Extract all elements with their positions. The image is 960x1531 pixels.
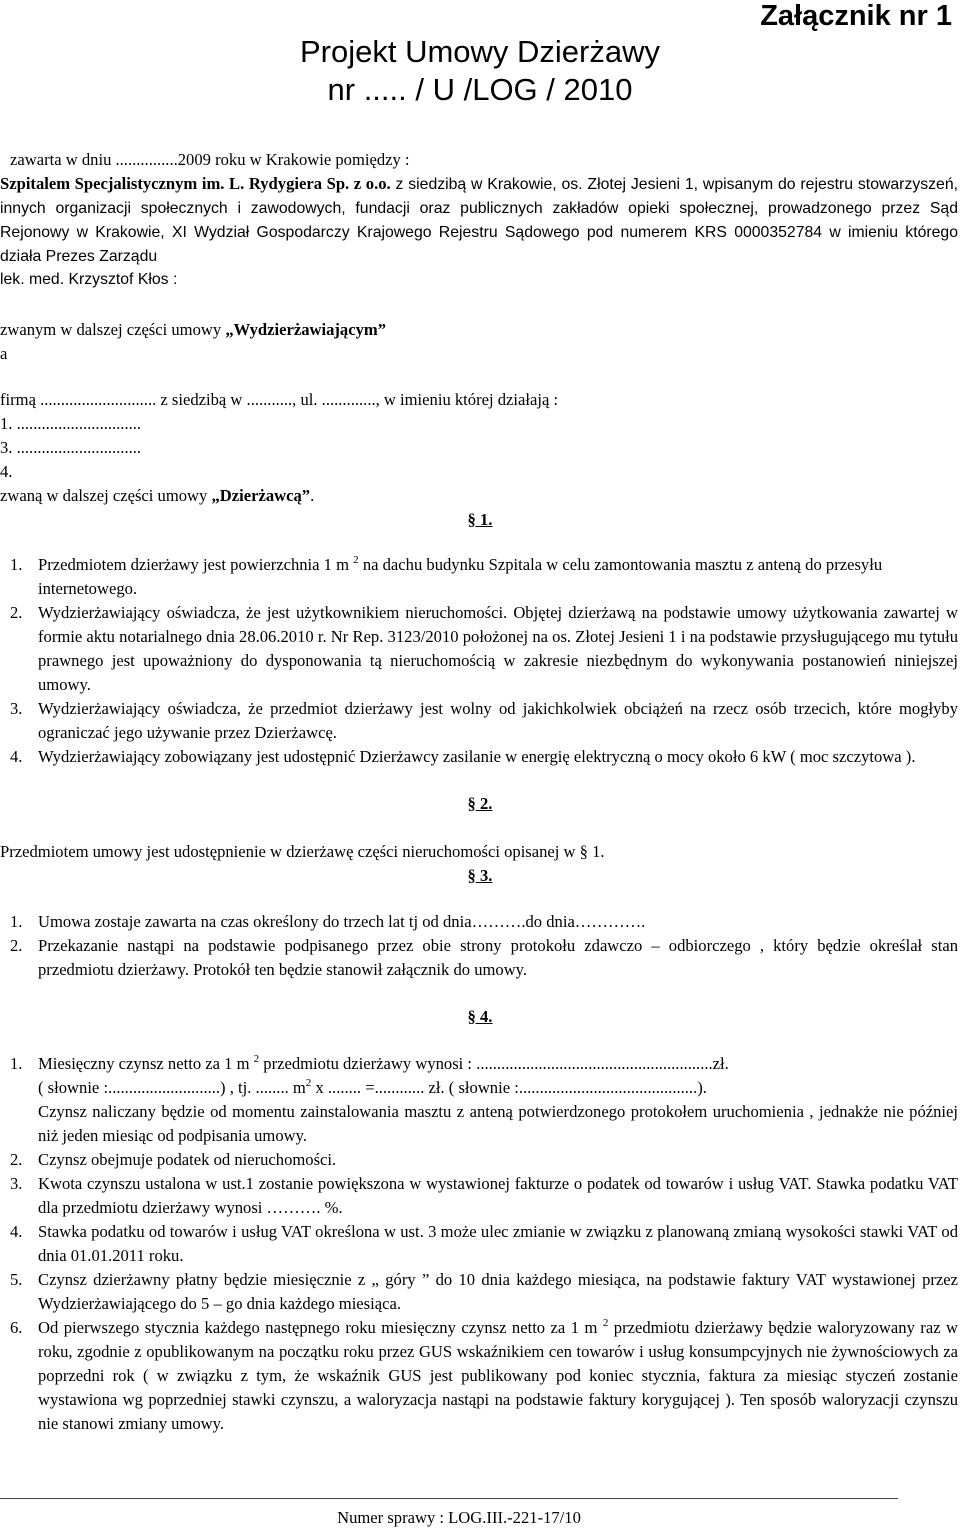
sec4-item-1-number: 1. bbox=[10, 1054, 23, 1073]
section-4-heading: § 4. bbox=[467, 1007, 493, 1026]
sec1-item-4 bbox=[10, 745, 958, 769]
sec4-item-1-text-b: przedmiotu dzierżawy wynosi : .........................................................zł. bbox=[259, 1054, 729, 1073]
sec4-item-6 bbox=[10, 1316, 958, 1436]
sec1-item-4-number: 4. bbox=[10, 747, 23, 766]
sec1-item-2-text: Wydzierżawiający oświadcza, że jest użytkownikiem nieruchomości. Objętej dzierżawą na podstawie umowy użytkowania zawartej w formie aktu notarialnego dnia 28.06.2010 r. Nr Rep. 3123/2010 położonej na os. Złotej Jesieni 1 i na podstawie przysługującego mu tytułu prawnego jest upoważniony do dysponowania tą nieruchomością w zakresie niezbędnym do wykonywania postanowień niniejszej umowy. bbox=[38, 603, 958, 694]
title-line-1: Projekt Umowy Dzierżawy bbox=[299, 34, 660, 69]
sec4-item-1-text-e: Czynsz naliczany będzie od momentu zainstalowania masztu z anteną potwierdzonego protokołem uruchomienia , jednakże nie później niż jeden miesiąc od podpisania umowy. bbox=[38, 1102, 958, 1145]
sec4-item-3 bbox=[10, 1172, 958, 1220]
lessor-term: „Wydzierżawiającym” bbox=[225, 320, 386, 339]
sec2-text: Przedmiotem umowy jest udostępnienie w dzierżawę części nieruchomości opisanej w § 1. bbox=[0, 842, 605, 861]
sec1-item-1-text-b: na dachu budynku Szpitala w celu zamontowania masztu z anteną do przesyłu internetowego. bbox=[38, 555, 883, 598]
lessee-designation-prefix: zwaną w dalszej części umowy bbox=[0, 486, 212, 505]
square-superscript: 2 bbox=[602, 1317, 609, 1329]
case-number: Numer sprawy : LOG.III.-221-17/10 bbox=[337, 1508, 581, 1527]
sec4-item-3-text: Kwota czynszu ustalona w ust.1 zostanie powiększona w wystawionej fakturze o podatek od towarów i usług VAT. Stawka podatku VAT dla przedmiotu dzierżawy wynosi ………. %. bbox=[38, 1174, 958, 1217]
lessee-designation-end: . bbox=[310, 486, 315, 505]
square-superscript: 2 bbox=[353, 554, 359, 566]
sec1-item-1 bbox=[10, 553, 958, 601]
sec1-item-3 bbox=[10, 697, 958, 745]
sec4-item-5 bbox=[10, 1268, 958, 1316]
lessee-firm-line: firmą ............................ z siedzibą w ..........., ul. ............., w imieniu której działają : bbox=[0, 390, 559, 409]
sec4-item-1-line-2 bbox=[38, 1076, 958, 1100]
sec3-item-1-text: Umowa zostaje zawarta na czas określony do trzech lat tj od dnia……….do dnia…………. bbox=[38, 912, 646, 931]
lessee-designation bbox=[0, 484, 314, 508]
title-line-2: nr ..... / U /LOG / 2010 bbox=[327, 72, 633, 107]
sec4-item-1-line-1 bbox=[38, 1052, 958, 1076]
conjunction-a: a bbox=[0, 344, 8, 363]
document-title bbox=[180, 33, 780, 109]
section-1-heading: § 1. bbox=[467, 510, 493, 529]
lessee-term: „Dzierżawcą” bbox=[211, 486, 311, 505]
square-superscript: 2 bbox=[305, 1077, 312, 1089]
section-3-heading: § 3. bbox=[467, 866, 493, 885]
sec4-item-2 bbox=[10, 1148, 958, 1172]
sec3-item-2-number: 2. bbox=[10, 936, 23, 955]
contract-date-line: zawarta w dniu ...............2009 roku w Krakowie pomiędzy : bbox=[10, 150, 410, 169]
section-2-heading: § 2. bbox=[467, 794, 493, 813]
representative-1: 1. .............................. bbox=[0, 414, 142, 433]
sec1-item-2 bbox=[10, 601, 958, 697]
sec3-item-1-number: 1. bbox=[10, 912, 23, 931]
sec4-item-1 bbox=[10, 1052, 958, 1148]
sec4-item-5-number: 5. bbox=[10, 1270, 23, 1289]
sec4-item-3-number: 3. bbox=[10, 1174, 23, 1193]
sec3-item-2 bbox=[10, 934, 958, 982]
sec4-item-6-text-b: przedmiotu dzierżawy będzie waloryzowany raz w roku, zgodnie z opublikowanym na początku roku przez GUS wskaźnikiem cen towarów i usług konsumpcyjnych nie żywnościowych za poprzedni rok ( w związku z tym, że wskaźnik GUS jest publikowany pod koniec stycznia, faktura za miesiąc styczeń zostanie wystawiona wg poprzedniej stawki czynszu, a waloryzacja nastąpi na podstawie faktury korygującej ). Ten sposób waloryzacji czynszu nie stanowi zmiany umowy. bbox=[38, 1318, 958, 1433]
party-one-details: z siedzibą w Krakowie, os. Złotej Jesieni 1, wpisanym do rejestru stowarzyszeń, innych organizacji społecznych i zawodowych, fundacji oraz publicznych zakładów opieki społecznej, prowadzonego przez Sąd Rejonowy w Krakowie, XI Wydział Gospodarczy Krajowego Rejestru Sądowego pod numerem KRS 0000352784 w imieniu którego działa Prezes Zarządu bbox=[0, 176, 958, 265]
lessor-designation bbox=[0, 318, 386, 342]
sec4-item-2-number: 2. bbox=[10, 1150, 23, 1169]
sec4-item-2-text: Czynsz obejmuje podatek od nieruchomości. bbox=[38, 1150, 337, 1169]
sec1-item-1-text bbox=[38, 553, 958, 601]
sec1-item-4-text: Wydzierżawiający zobowiązany jest udostępnić Dzierżawcy zasilanie w energię elektryczną o mocy około 6 kW ( moc szczytowa ). bbox=[38, 747, 916, 766]
sec3-item-1 bbox=[10, 910, 958, 934]
sec1-item-1-number: 1. bbox=[10, 555, 23, 574]
sec4-item-1-text-d: x ........ =............ zł. ( słownie :...........................................). bbox=[311, 1078, 707, 1097]
sec4-item-4-text: Stawka podatku od towarów i usług VAT określona w ust. 3 może ulec zmianie w związku z planowaną zmianą wysokości stawki VAT od dnia 01.01.2011 roku. bbox=[38, 1222, 958, 1265]
sec1-item-3-number: 3. bbox=[10, 699, 23, 718]
sec4-item-1-text-a: Miesięczny czynsz netto za 1 m bbox=[38, 1054, 254, 1073]
sec4-item-4-number: 4. bbox=[10, 1222, 23, 1241]
sec4-item-5-text: Czynsz dzierżawny płatny będzie miesięcznie z „ góry ” do 10 dnia każdego miesiąca, na podstawie faktury VAT wystawionej przez Wydzierżawiającego do 5 – go dnia każdego miesiąca. bbox=[38, 1270, 958, 1313]
sec4-item-4 bbox=[10, 1220, 958, 1268]
square-superscript: 2 bbox=[253, 1053, 260, 1065]
signatory-line: lek. med. Krzysztof Kłos : bbox=[0, 271, 178, 288]
representative-3: 3. .............................. bbox=[0, 438, 142, 457]
footer-divider bbox=[0, 1498, 898, 1499]
sec3-item-2-text: Przekazanie nastąpi na podstawie podpisanego przez obie strony protokołu zdawczo – odbiorczego , który będzie określał stan przedmiotu dzierżawy. Protokół ten będzie stanowił załącznik do umowy. bbox=[38, 936, 958, 979]
sec1-item-3-text: Wydzierżawiający oświadcza, że przedmiot dzierżawy jest wolny od jakichkolwiek obciążeń na rzecz osób trzecich, które mogłyby ograniczać jego używanie przez Dzierżawcę. bbox=[38, 699, 958, 742]
party-one-name: Szpitalem Specjalistycznym im. L. Rydygiera Sp. z o.o. bbox=[0, 174, 391, 193]
sec1-item-1-text-a: Przedmiotem dzierżawy jest powierzchnia 1 m bbox=[38, 555, 354, 574]
representative-4: 4. bbox=[0, 462, 13, 481]
attachment-label: Załącznik nr 1 bbox=[760, 0, 952, 32]
sec4-item-1-text-c: ( słownie :...........................) , tj. ........ m bbox=[38, 1078, 306, 1097]
party-one-paragraph bbox=[0, 172, 958, 269]
sec1-item-2-number: 2. bbox=[10, 603, 23, 622]
sec4-item-6-text-a: Od pierwszego stycznia każdego następnego roku miesięczny czynsz netto za 1 m bbox=[38, 1318, 603, 1337]
sec4-item-6-text bbox=[38, 1316, 958, 1436]
sec4-item-6-number: 6. bbox=[10, 1318, 23, 1337]
lessor-designation-prefix: zwanym w dalszej części umowy bbox=[0, 320, 226, 339]
